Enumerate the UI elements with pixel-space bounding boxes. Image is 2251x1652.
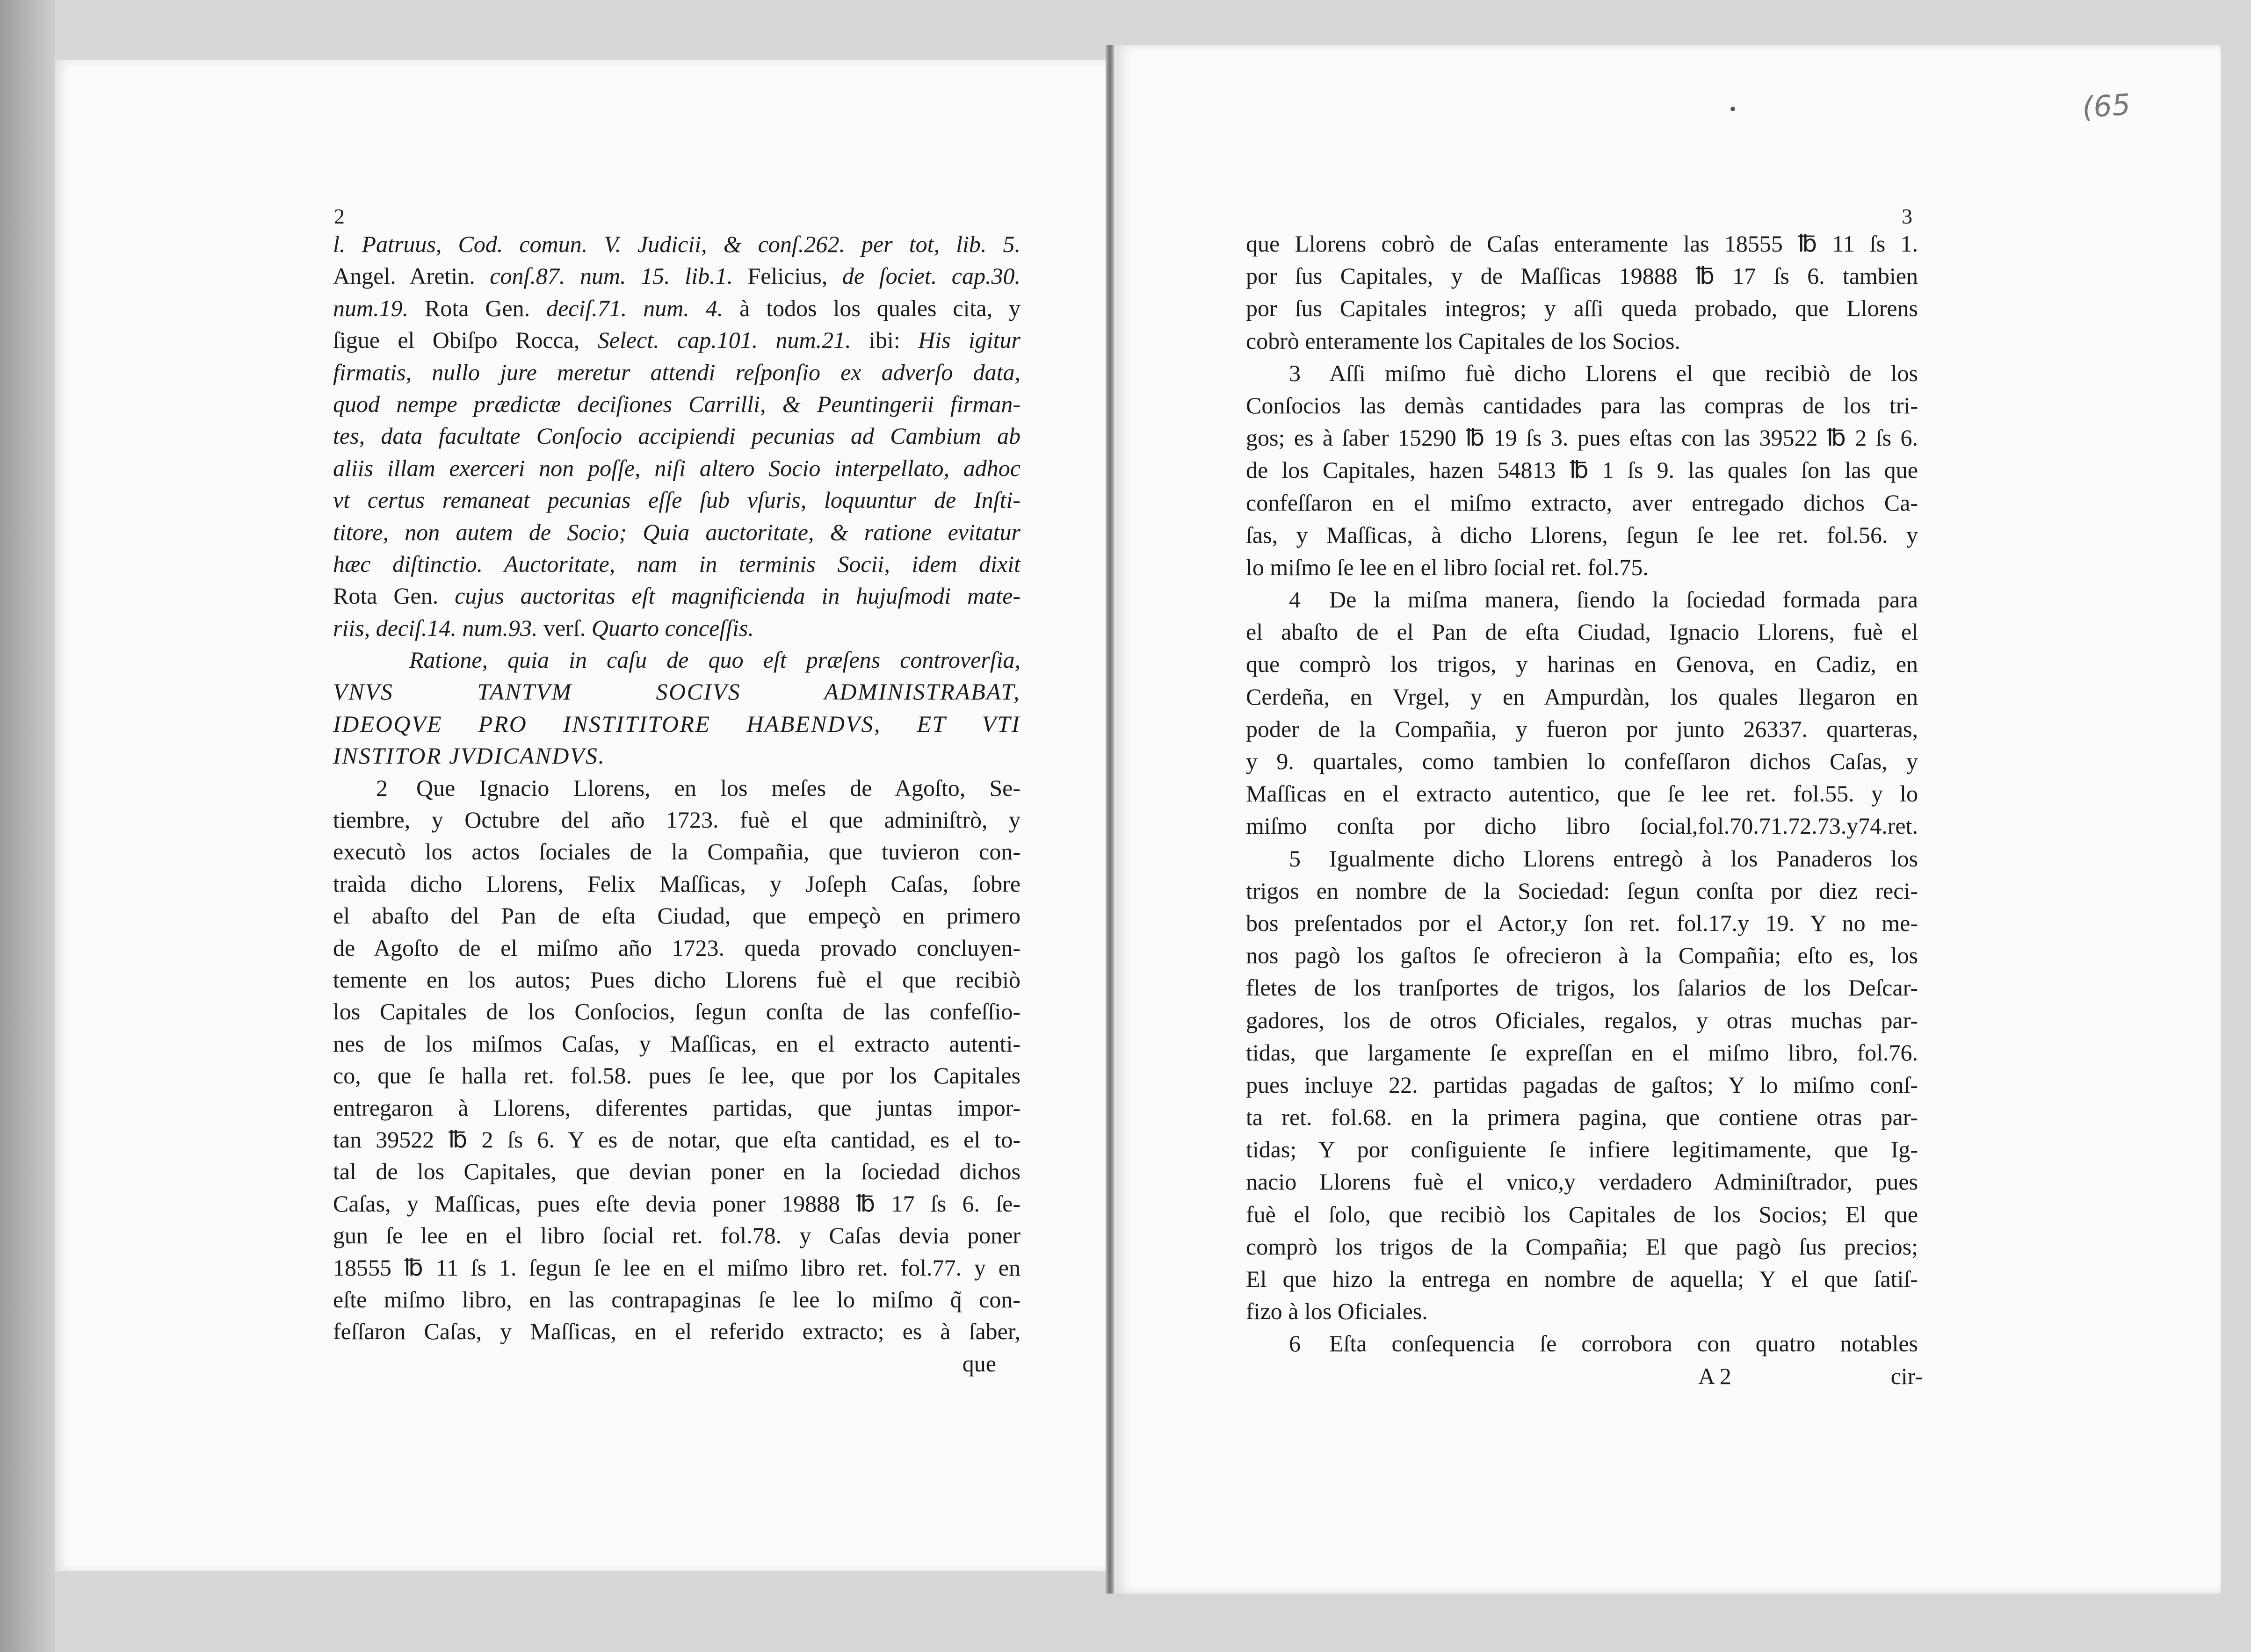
text-line [333,996,1021,1027]
catchword: cir- [1890,1363,1923,1389]
roman-text: pues incluye 22. partidas pagadas de gaſtos; Y lo miſmo conſ- [1246,1071,1918,1098]
roman-text: verſ. [543,614,586,641]
roman-text: de Agoſto de el miſmo año 1723. queda provado concluyen- [333,934,1021,961]
italic-text: de ſociet. cap.30. [842,263,1021,289]
italic-text: His igitur [918,327,1021,353]
text-line [1246,1198,1918,1231]
text-line [1246,1069,1918,1101]
text-line [333,388,1021,420]
paragraph-number: 4 [1289,586,1301,613]
roman-text: confeſſaron en el miſmo extracto, aver entregado dichos Ca- [1246,489,1918,516]
text-line [1246,907,1918,939]
text-line [333,356,1021,388]
right-text-block [1246,228,1923,1392]
roman-text: de los Capitales, hazen 54813 ℔ 1 ſs 9. las quales ſon las que [1246,457,1918,483]
text-line [1246,519,1918,551]
roman-text: Maſſicas en el extracto autentico, que ſe lee ret. fol.55. y lo [1246,780,1918,807]
text-line [333,324,1021,356]
text-line [333,580,1021,612]
text-line [333,1219,1021,1251]
roman-text: poder de la Compañia, y fueron por junto 26337. quarteras, [1246,715,1918,742]
text-line [333,548,1021,580]
roman-text: que Llorens cobrò de Caſas enteramente las 18555 ℔ 11 ſs 1. [1246,231,1918,257]
paragraph-text [1329,357,1918,390]
roman-text: tidas, que largamente ſe expreſſan en el miſmo libro, fol.76. [1246,1039,1918,1066]
italic-text: Select. cap.101. num.21. [597,327,851,353]
italic-text: cujus auctoritas eſt magnificienda in hujuſmodi mate- [455,583,1021,609]
text-line [1246,1004,1918,1037]
roman-text: los Capitales de los Conſocios, ſegun conſta de las confeſſio- [333,998,1021,1025]
scan-background-edge [0,0,55,1652]
italic-text: vt certus remaneat pecunias eſſe ſub vſuris, loquuntur de Inſti- [333,487,1021,513]
italic-text: titore, non autem de Socio; Quia auctoritate, & ratione evitatur [333,519,1021,545]
roman-text: traìda dicho Llorens, Felix Maſſicas, y Joſeph Caſas, ſobre [333,870,1021,897]
paragraph-text [1329,843,1918,875]
roman-text: gun ſe lee en el libro ſocial ret. fol.78. y Caſas devia poner [333,1222,1021,1249]
roman-text: gos; es à ſaber 15290 ℔ 19 ſs 3. pues eſtas con las 39522 ℔ 2 ſs 6. [1246,425,1918,451]
text-line [333,420,1021,452]
text-line [1246,1295,1918,1327]
roman-text: Caſas, y Maſſicas, pues eſte devia poner 19888 ℔ 17 ſs 6. ſe- [333,1190,1021,1217]
roman-text: tidas; Y por conſiguiente ſe infiere legitimamente, que Ig- [1246,1136,1918,1163]
paragraph-text [1329,584,1918,616]
text-line [333,644,1021,676]
text-line [333,1060,1021,1091]
text-line [1246,551,1918,584]
italic-text: Quarto conceſſis. [591,614,754,641]
italic-text: firmatis, nullo jure meretur attendi reſponſio ex adverſo data, [333,359,1021,385]
text-line [1246,228,1918,260]
text-line [1246,357,1918,390]
text-line [1246,454,1918,486]
signature-mark: A 2 [1698,1363,1731,1389]
roman-text: Rota Gen. [333,583,439,609]
catchword: que [962,1350,996,1377]
text-line [1246,843,1918,875]
roman-text: fletes de los tranſportes de trigos, los ſalarios de los Deſcar- [1246,974,1918,1001]
italic-text: Ratione, quia in caſu de quo eſt præſens controverſia, [409,647,1021,673]
italic-text: conſ.87. num. 15. lib.1. [490,263,733,289]
text-line [333,1092,1021,1124]
text-line [333,964,1021,996]
signature-line [1246,1360,1923,1392]
text-line [333,1155,1021,1187]
text-line [333,1252,1021,1284]
text-line [1246,875,1918,907]
text-line [333,804,1021,836]
text-line [333,260,1021,292]
roman-text: fizo à los Oficiales. [1246,1298,1428,1325]
text-line [333,228,1021,260]
italic-text: hæc diſtinctio. Auctoritate, nam in terminis Socii, idem dixit [333,550,1021,577]
italic-text: IDEOQVE PRO INSTITITORE HABENDVS, ET VTI [333,710,1021,737]
book-gutter [1106,45,1114,1594]
roman-text: 18555 ℔ 11 ſs 1. ſegun ſe lee en el miſmo libro ret. fol.77. y en [333,1254,1021,1281]
paragraph-number: 6 [1289,1330,1301,1357]
text-line [1246,1166,1918,1198]
italic-text: aliis illam exerceri non poſſe, niſi altero Socio interpellato, adhoc [333,454,1021,481]
text-line [1246,972,1918,1004]
roman-text: lo miſmo ſe lee en el libro ſocial ret. fol.75. [1246,554,1649,580]
handwritten-folio-number: (65 [2081,87,2132,125]
roman-text: y 9. quartales, como tambien lo confeſſaron dichos Caſas, y [1246,748,1918,774]
roman-text: por ſus Capitales, y de Maſſicas 19888 ℔ 17 ſs 6. tambien [1246,263,1918,289]
text-line [1246,745,1918,778]
roman-text: nacio Llorens fuè el vnico,y verdadero Adminiſtrador, pues [1246,1169,1918,1195]
text-line [333,516,1021,548]
text-line [1246,939,1918,972]
page-number: 2 [334,204,345,228]
roman-text: temente en los autos; Pues dicho Llorens fuè el que recibiò [333,966,1021,993]
roman-text: Conſocios las demàs cantidades para las compras de los tri- [1246,392,1918,418]
text-line [333,1284,1021,1315]
roman-text: à todos los quales cita, y [739,295,1021,321]
roman-text: ſigue el Obiſpo Rocca, [333,327,580,353]
roman-text: Igualmente dicho Llorens entregò à los Panaderos los [1329,845,1918,872]
text-line [333,612,1021,644]
text-line [333,1188,1021,1219]
text-line [1246,1101,1918,1133]
roman-text: por ſus Capitales integros; y aſſi queda probado, que Llorens [1246,295,1918,322]
left-text-block [333,228,1021,1379]
italic-text: VNVS TANTVM SOCIVS ADMINISTRABAT, [333,678,1021,705]
text-line [1246,810,1918,842]
roman-text: ibi: [869,327,900,353]
roman-text: fuè el ſolo, que recibiò los Capitales de los Socios; El que [1246,1201,1918,1227]
roman-text: Aſſi miſmo fuè dicho Llorens el que recibiò de los [1329,360,1918,386]
text-line [333,292,1021,324]
text-line [333,932,1021,964]
text-line [1246,648,1918,680]
roman-text: co, que ſe halla ret. fol.58. pues ſe lee, que por los Capitales [333,1062,1021,1089]
text-line [333,836,1021,867]
roman-text: Que Ignacio Llorens, en los meſes de Agoſto, Se- [416,774,1021,801]
text-line [333,452,1021,484]
text-line [1246,1327,1918,1360]
roman-text: nos pagò los gaſtos ſe ofrecieron à la Compañia; eſto es, los [1246,942,1918,969]
roman-text: que comprò los trigos, y harinas en Genova, en Cadiz, en [1246,651,1918,678]
roman-text: Cerdeña, en Vrgel, y en Ampurdàn, los quales llegaron en [1246,683,1918,710]
text-line [333,676,1021,707]
roman-text: bos preſentados por el Actor,y ſon ret. fol.17.y 19. Y no me- [1246,909,1918,936]
roman-text: tan 39522 ℔ 2 ſs 6. Y es de notar, que eſta cantidad, es el to- [333,1126,1021,1153]
text-line [1246,422,1918,454]
ink-dot [1730,107,1735,111]
italic-text: riis, deciſ.14. num.93. [333,614,538,641]
text-line [1246,1133,1918,1166]
text-line [1246,584,1918,616]
roman-text: miſmo conſta por dicho libro ſocial,fol.70.71.72.73.y74.ret. [1246,813,1918,839]
roman-text: comprò los trigos de la Compañia; El que pagò ſus precios; [1246,1233,1918,1260]
roman-text: Angel. Aretin. [333,263,475,289]
text-line [1246,616,1918,648]
italic-text: INSTITOR JVDICANDVS. [333,743,606,769]
paragraph-number: 3 [1289,360,1301,386]
italic-text: deciſ.71. num. 4. [546,295,724,321]
paragraph-text [1329,1327,1918,1360]
text-line [333,868,1021,900]
roman-text: ſas, y Maſſicas, à dicho Llorens, ſegun ſe lee ret. fol.56. y [1246,521,1918,548]
roman-text: el abaſto del Pan de eſta Ciudad, que empeçò en primero [333,902,1021,929]
text-line [1246,713,1918,745]
text-line [1246,778,1918,810]
roman-text: feſſaron Caſas, y Maſſicas, en el referido extracto; es à ſaber, [333,1318,1021,1345]
text-line [333,1028,1021,1060]
text-line [333,484,1021,516]
paragraph-number: 2 [376,774,388,801]
roman-text: eſte miſmo libro, en las contrapaginas ſe lee lo miſmo q̃ con- [333,1286,1021,1313]
roman-text: El que hizo la entrega en nombre de aquella; Y el que ſatiſ- [1246,1266,1918,1292]
roman-text: tiembre, y Octubre del año 1723. fuè el que adminiſtrò, y [333,807,1021,833]
text-line [1246,260,1918,292]
text-line [1246,390,1918,422]
text-line [1246,1231,1918,1263]
text-line [1246,681,1918,713]
paragraph-number: 5 [1289,845,1301,872]
text-line [1246,1263,1918,1295]
text-line [1246,292,1918,325]
italic-text: tes, data facultate Conſocio accipiendi pecunias ad Cambium ab [333,423,1021,449]
roman-text: Eſta conſequencia ſe corrobora con quatro notables [1329,1330,1918,1357]
roman-text: executò los actos ſociales de la Compañia, que tuvieron con- [333,838,1021,865]
page-number: 3 [1902,204,1912,228]
roman-text: el abaſto de el Pan de eſta Ciudad, Ignacio Llorens, fuè el [1246,619,1918,645]
roman-text: cobrò enteramente los Capitales de los Socios. [1246,327,1680,354]
text-line [333,1124,1021,1155]
text-line [1246,1037,1918,1069]
roman-text: trigos en nombre de la Sociedad: ſegun conſta por diez reci- [1246,877,1918,904]
text-line [333,900,1021,931]
roman-text: Rota Gen. [425,295,530,321]
text-line [333,708,1021,740]
roman-text: Felicius, [747,263,828,289]
text-line [1246,487,1918,519]
roman-text: nes de los miſmos Caſas, y Maſſicas, en el extracto autenti- [333,1030,1021,1057]
italic-text: l. Patruus, Cod. comun. V. Judicii, & conſ.262. per tot, lib. 5. [333,231,1021,257]
italic-text: quod nempe prædictæ deciſiones Carrilli, & Peuntingerii firman- [333,390,1021,417]
text-line [333,740,1021,772]
italic-text: num.19. [333,295,409,321]
roman-text: ta ret. fol.68. en la primera pagina, que contiene otras par- [1246,1104,1918,1131]
text-line [1246,325,1918,357]
roman-text: gadores, los de otros Oficiales, regalos, y otras muchas par- [1246,1007,1918,1033]
roman-text: tal de los Capitales, que devian poner en la ſociedad dichos [333,1158,1021,1185]
text-line [333,772,1021,804]
roman-text: De la miſma manera, ſiendo la ſociedad formada para [1329,586,1918,613]
paragraph-text [416,772,1021,804]
text-line [333,1315,1021,1347]
roman-text: entregaron à Llorens, diferentes partidas, que juntas impor- [333,1094,1021,1121]
